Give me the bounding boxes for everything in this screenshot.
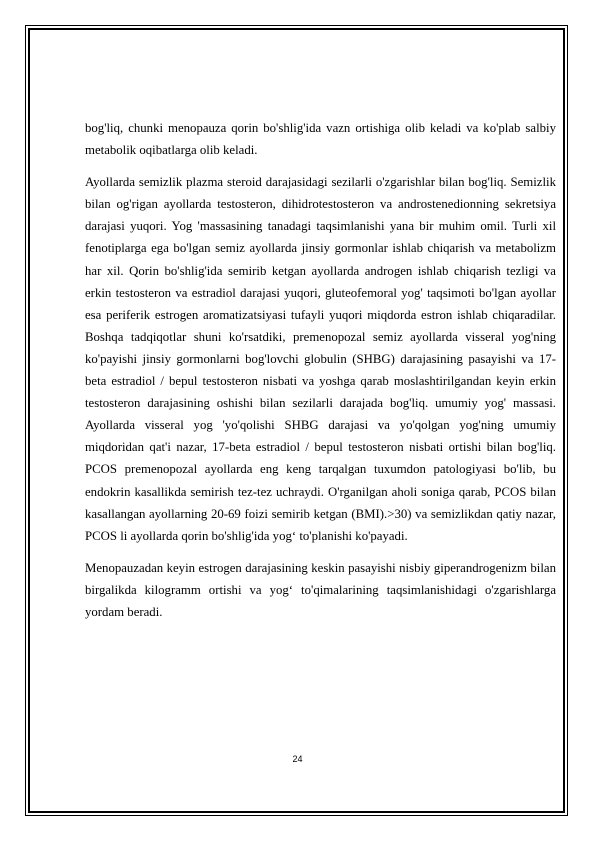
paragraph-3: Menopauzadan keyin estrogen darajasining keskin pasayishi nisbiy giperandrogenizm bilan birgalikda kilogramm ortishi va yog‘ to'qimalarining taqsimlanishidagi o'zgarishlarga yordam beradi. <box>85 560 556 619</box>
paragraph-1: bog'liq, chunki menopauza qorin bo'shlig'ida vazn ortishiga olib keladi va ko'plab salbiy metabolik oqibatlarga olib keladi. <box>85 121 556 158</box>
document-body <box>85 117 556 623</box>
page-number: 24 <box>292 754 303 764</box>
paragraph-2: Ayollarda semizlik plazma steroid darajasidagi sezilarli o'zgarishlar bilan bog'liq. Semizlik bilan og'rigan ayollarda testosteron, dihidrotestosteron va androstenedionning sekretsiya darajasi yuqori. Yog 'massasining tanadagi taqsimlanishi yana bir muhim omil. Turli xil fenotiplarga ega bo'lgan semiz ayollarda jinsiy gormonlar ishlab chiqarish va metabolizm har xil. Qorin bo'shlig'ida semirib ketgan ayollarda androgen ishlab chiqarish tezligi va erkin testosteron va estradiol darajasi yuqori, gluteofemoral yog' taqsimoti bo'lgan ayollar esa periferik estrogen aromatizatsiyasi tufayli yuqori miqdorda estron ishlab chiqaradilar. Boshqa tadqiqotlar shuni ko'rsatdiki, premenopozal semiz ayollarda visseral yog'ning ko'payishi jinsiy gormonlarni bog'lovchi globulin (SHBG) darajasining pasayishi va 17-beta estradiol / bepul testosteron nisbati va yoshga qarab moslashtirilgandan keyin erkin testosteron darajasining oshishi bilan sezilarli darajada bog'liq. umumiy yog' massasi. Ayollarda visseral yog 'yo'qolishi SHBG darajasi va yo'qolgan yog'ning umumiy miqdoridan qat'i nazar, 17-beta estradiol / bepul testosteron nisbati ortishi bilan bog'liq. PCOS premenopozal ayollarda eng keng tarqalgan tuxumdon patologiyasi bo'lib, bu endokrin kasallikda semirish tez-tez uchraydi. O'rganilgan aholi soniga qarab, PCOS bilan kasallangan ayollarning 20-69 foizi semirib ketgan (BMI).>30) va semizlikdan qatiy nazar, PCOS li ayollarda qorin bo'shlig'ida yog‘ to'planishi ko'payadi. <box>85 175 556 543</box>
